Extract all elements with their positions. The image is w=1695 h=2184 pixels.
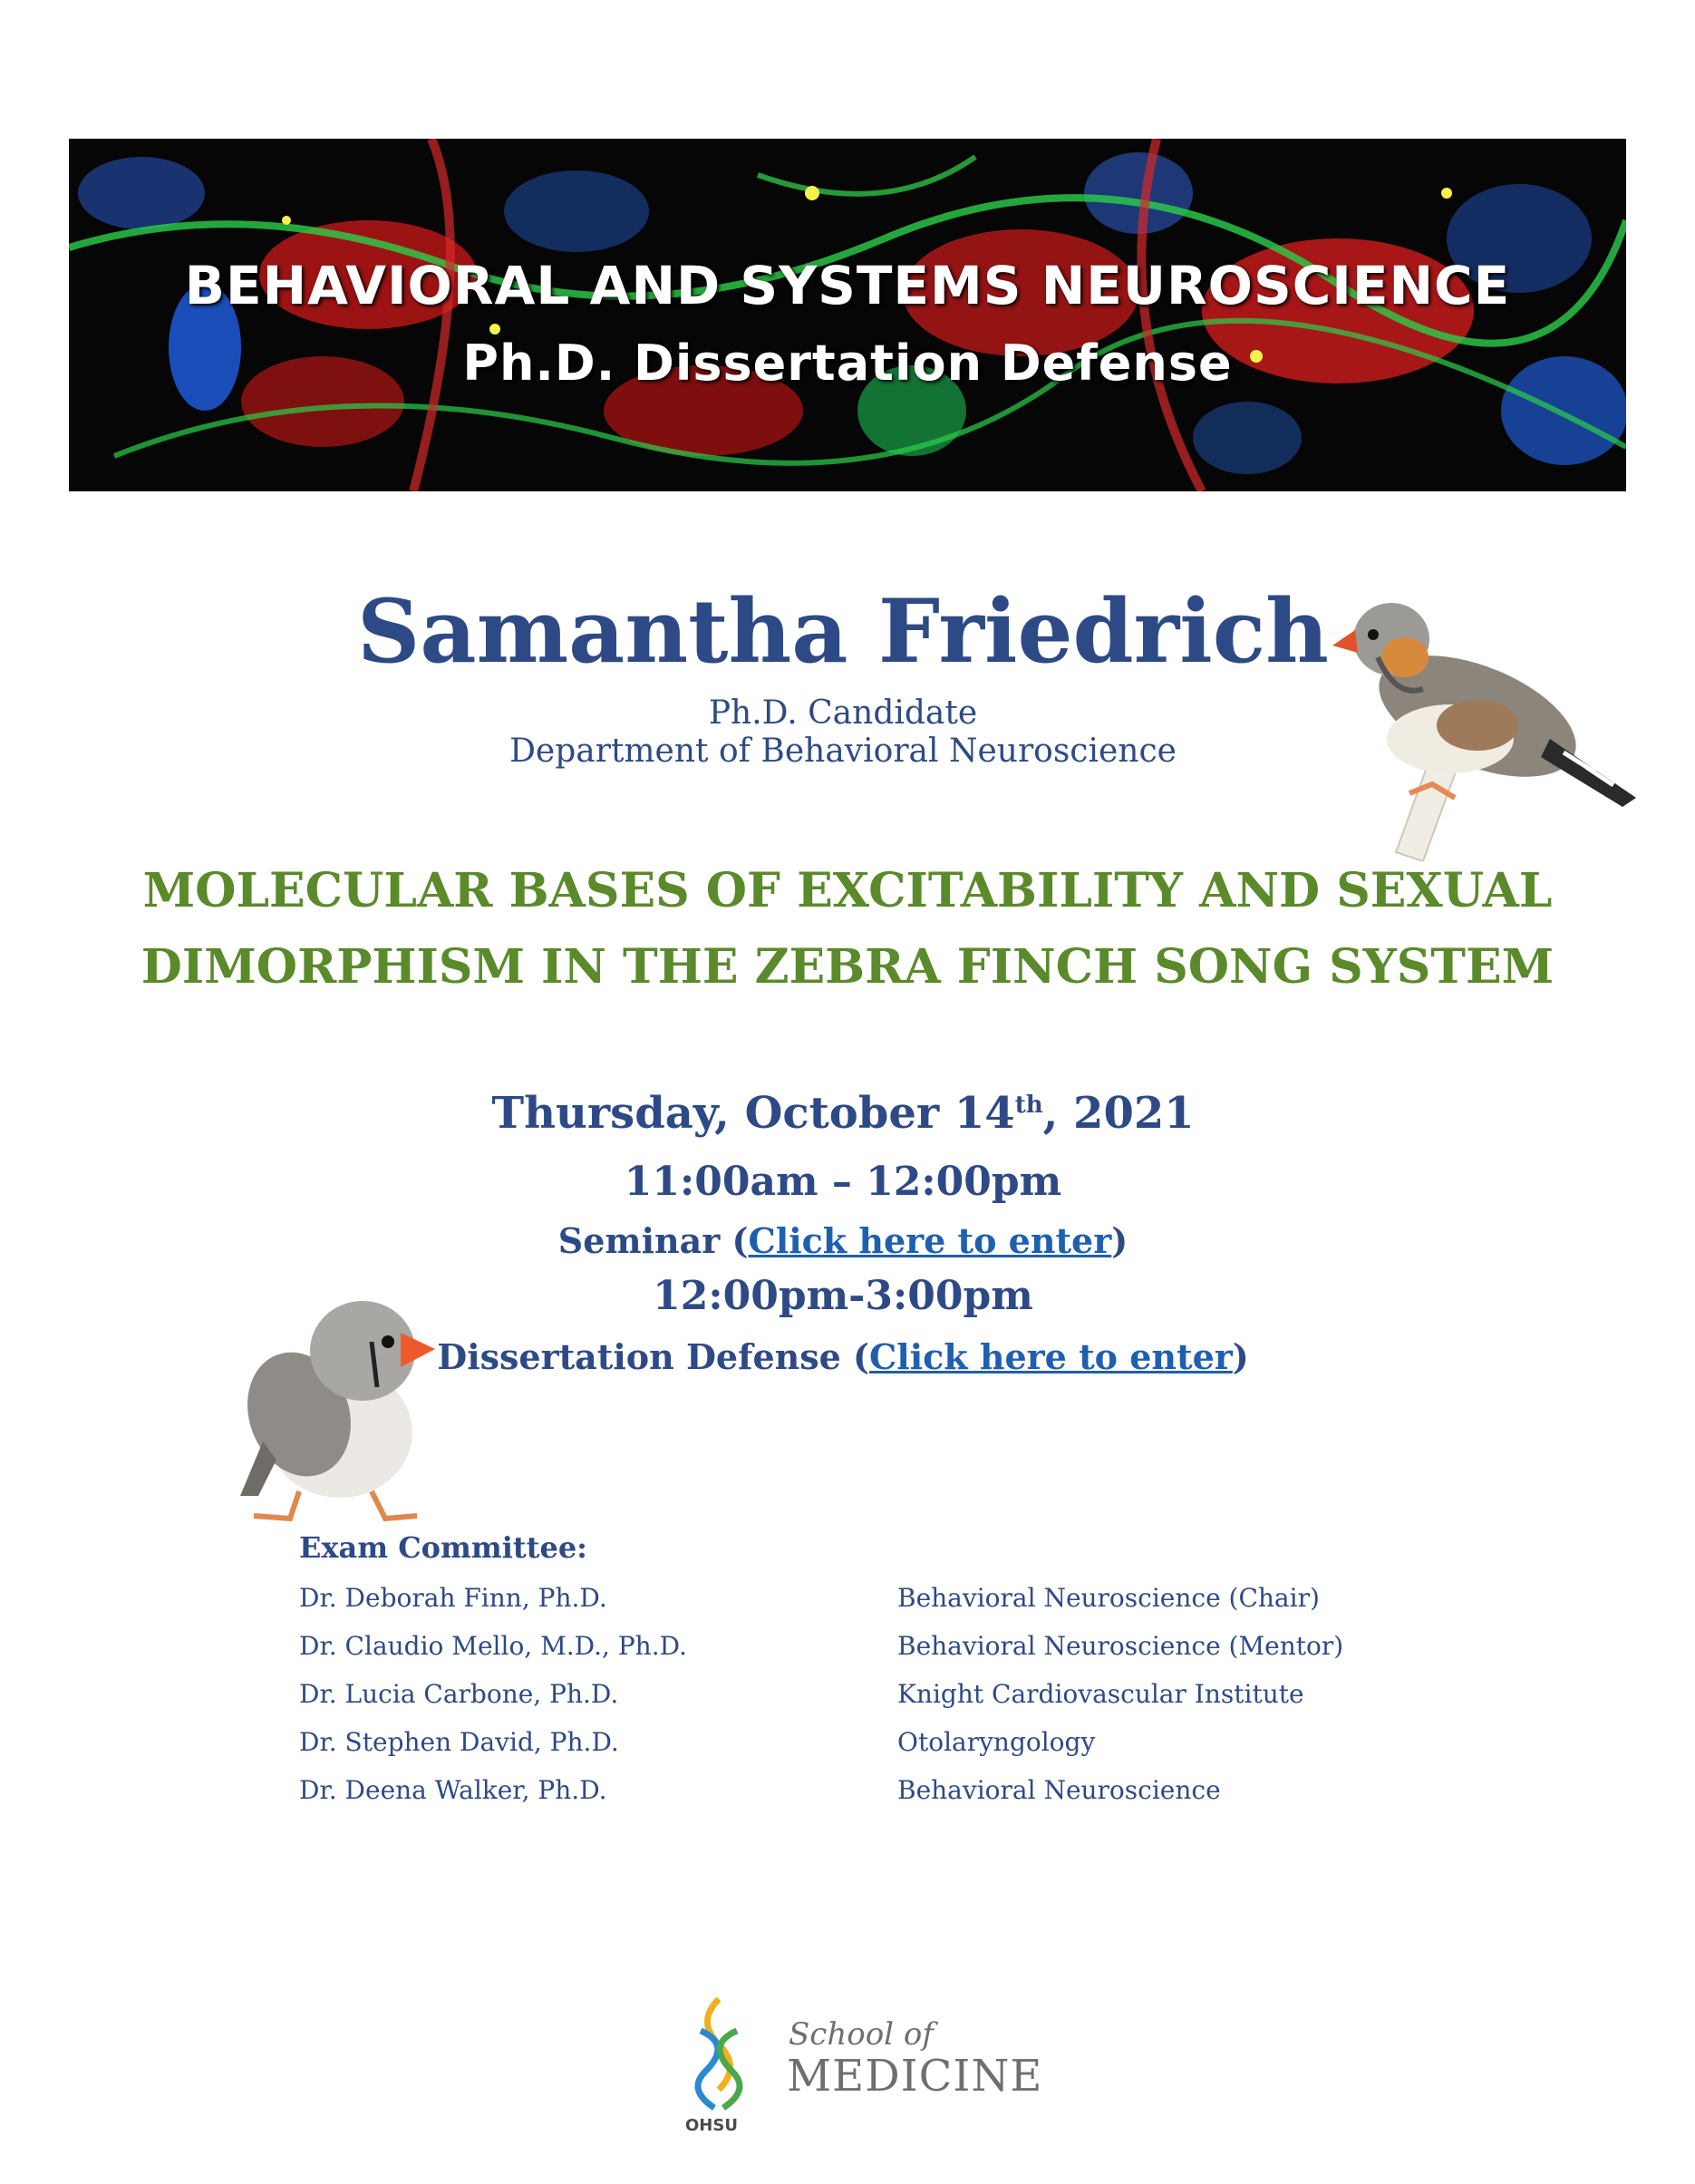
- committee-heading: Exam Committee:: [299, 1530, 587, 1565]
- event-date-ordinal: th: [1014, 1092, 1043, 1119]
- committee-member-name: Dr. Deena Walker, Ph.D.: [299, 1775, 607, 1805]
- seminar-label: Seminar (: [557, 1220, 749, 1261]
- committee-member-name: Dr. Claudio Mello, M.D., Ph.D.: [299, 1631, 687, 1661]
- banner-event-type: Ph.D. Dissertation Defense: [462, 335, 1233, 392]
- event-date: [272, 1088, 1414, 1139]
- logo-ohsu: OHSU: [685, 2116, 738, 2135]
- committee-member-department: Behavioral Neuroscience: [897, 1775, 1221, 1805]
- candidate-name: Samantha Friedrich: [357, 580, 1329, 683]
- ohsu-logo-icon: [678, 1995, 764, 2112]
- logo-school-of: School of: [789, 2016, 934, 2053]
- committee-member-department: Behavioral Neuroscience (Chair): [897, 1583, 1320, 1613]
- committee-member-name: Dr. Stephen David, Ph.D.: [299, 1727, 619, 1757]
- header-banner: [69, 139, 1626, 491]
- defense-enter-link[interactable]: Click here to enter: [869, 1336, 1233, 1377]
- seminar-close: ): [1111, 1220, 1128, 1261]
- defense-time: 12:00pm-3:00pm: [653, 1273, 1033, 1319]
- seminar-enter-link[interactable]: Click here to enter: [748, 1220, 1112, 1261]
- seminar-line: [272, 1220, 1414, 1261]
- committee-member-department: Behavioral Neuroscience (Mentor): [897, 1631, 1344, 1661]
- defense-close: ): [1232, 1336, 1249, 1377]
- logo-medicine: MEDICINE: [787, 2051, 1043, 2101]
- zebra-finch-male-image: [1323, 580, 1641, 861]
- event-date-prefix: Thursday, October 14: [491, 1088, 1015, 1139]
- dissertation-title-line2: DIMORPHISM IN THE ZEBRA FINCH SONG SYSTEM: [140, 939, 1555, 995]
- committee-member-name: Dr. Lucia Carbone, Ph.D.: [299, 1679, 619, 1709]
- committee-member-department: Knight Cardiovascular Institute: [897, 1679, 1304, 1709]
- defense-label: Dissertation Defense (: [437, 1336, 870, 1377]
- candidate-info: [272, 694, 1414, 771]
- seminar-time: 11:00am – 12:00pm: [624, 1159, 1062, 1205]
- zebra-finch-female-image: [236, 1278, 444, 1523]
- dissertation-title-line1: MOLECULAR BASES OF EXCITABILITY AND SEXUAL: [142, 863, 1553, 918]
- candidate-department: Department of Behavioral Neuroscience: [509, 733, 1177, 770]
- candidate-role: Ph.D. Candidate: [708, 694, 978, 732]
- committee-member-department: Otolaryngology: [897, 1727, 1096, 1757]
- committee-member-name: Dr. Deborah Finn, Ph.D.: [299, 1583, 607, 1613]
- event-date-year: , 2021: [1042, 1088, 1195, 1139]
- banner-program-title: BEHAVIORAL AND SYSTEMS NEUROSCIENCE: [184, 255, 1511, 316]
